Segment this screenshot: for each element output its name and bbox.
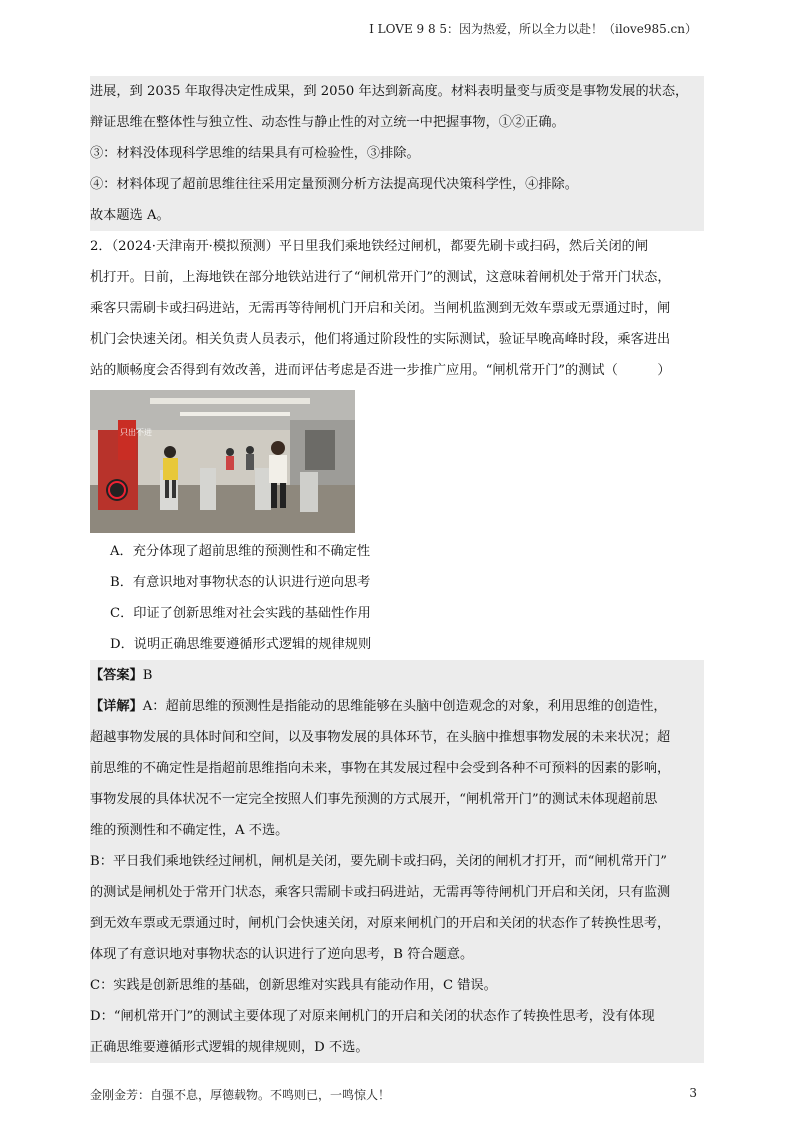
- answer-block: [90, 660, 704, 1063]
- prev-line: 故本题选 A。: [90, 208, 170, 223]
- question-line: 2．（2024·天津南开·模拟预测）平日里我们乘地铁经过闸机，都要先刷卡或扫码，然后关闭的闸: [90, 239, 649, 254]
- detail-line: C：实践是创新思维的基础，创新思维对实践具有能动作用，C 错误。: [90, 978, 497, 993]
- answer-label: 【答案】: [90, 668, 143, 683]
- detail-line: 事物发展的具体状况不一定完全按照人们事先预测的方式展开，“闸机常开门”的测试未体现超前思: [90, 792, 658, 807]
- detail-line: 维的预测性和不确定性，A 不选。: [90, 823, 289, 838]
- question-line: 机门会快速关闭。相关负责人员表示，他们将通过阶段性的实际测试，验证早晚高峰时段，乘客进出: [90, 332, 671, 347]
- detail-line: 超越事物发展的具体时间和空间，以及事物发展的具体环节，在头脑中推想事物发展的未来状况；超: [90, 730, 671, 745]
- option-a: A．充分体现了超前思维的预测性和不确定性: [110, 544, 371, 559]
- detail-label: 【详解】: [90, 699, 143, 714]
- detail-line: B：平日我们乘地铁经过闸机，闸机是关闭，要先刷卡或扫码，关闭的闸机才打开，而“闸机常开门”: [90, 854, 668, 869]
- prev-line: ③：材料没体现科学思维的结果具有可检验性，③排除。: [90, 146, 420, 161]
- detail-text: A：超前思维的预测性是指能动的思维能够在头脑中创造观念的对象，利用思维的创造性，: [142, 699, 667, 714]
- previous-answer-block: [90, 76, 704, 231]
- page-footer-motto: 金刚金芳：自强不息，厚德载物。不鸣则已，一鸣惊人！: [90, 1088, 391, 1102]
- prev-line: 辩证思维在整体性与独立性、动态性与静止性的对立统一中把握事物，①②正确。: [90, 115, 565, 130]
- answer-line: [90, 660, 704, 691]
- question-block: [90, 231, 704, 660]
- option-d: D．说明正确思维要遵循形式逻辑的规律规则: [110, 637, 372, 652]
- detail-line: [90, 691, 704, 722]
- option-c: C．印证了创新思维对社会实践的基础性作用: [110, 606, 371, 621]
- prev-line: ④：材料体现了超前思维往往采用定量预测分析方法提高现代决策科学性，④排除。: [90, 177, 578, 192]
- question-line: 站的顺畅度会否得到有效改善，进而评估考虑是否进一步推广应用。“闸机常开门”的测试（ ）: [90, 363, 671, 378]
- answer-value: B: [142, 668, 153, 683]
- option-b: B．有意识地对事物状态的认识进行逆向思考: [110, 575, 371, 590]
- question-line: 乘客只需刷卡或扫码进站，无需再等待闸机门开启和关闭。当闸机监测到无效车票或无票通过时，闸: [90, 301, 671, 316]
- detail-line: 的测试是闸机处于常开门状态，乘客只需刷卡或扫码进站，无需再等待闸机门开启和关闭，只有监测: [90, 885, 671, 900]
- page-header: I LOVE 9 8 5：因为热爱，所以全力以赴！（ilove985.cn）: [369, 22, 697, 36]
- subway-gate-photo: [90, 390, 355, 533]
- detail-line: 前思维的不确定性是指超前思维指向未来，事物在其发展过程中会受到各种不可预料的因素的影响，: [90, 761, 671, 776]
- detail-line: 正确思维要遵循形式逻辑的规律规则，D 不选。: [90, 1040, 369, 1055]
- page-content: [90, 76, 704, 1063]
- detail-line: 体现了有意识地对事物状态的认识进行了逆向思考，B 符合题意。: [90, 947, 474, 962]
- sign-text: 只出不进: [120, 428, 152, 437]
- subway-gate-illustration: [90, 390, 355, 533]
- detail-line: 到无效车票或无票通过时，闸机门会快速关闭，对原来闸机门的开启和关闭的状态作了转换性思考，: [90, 916, 671, 931]
- prev-line: 进展，到 2035 年取得决定性成果，到 2050 年达到新高度。材料表明量变与质变是事物发展的状态，: [90, 84, 689, 99]
- detail-line: D：“闸机常开门”的测试主要体现了对原来闸机门的开启和关闭的状态作了转换性思考，没有体现: [90, 1009, 655, 1024]
- page-number: 3: [689, 1086, 697, 1100]
- question-line: 机打开。日前，上海地铁在部分地铁站进行了“闸机常开门”的测试，这意味着闸机处于常开门状态，: [90, 270, 671, 285]
